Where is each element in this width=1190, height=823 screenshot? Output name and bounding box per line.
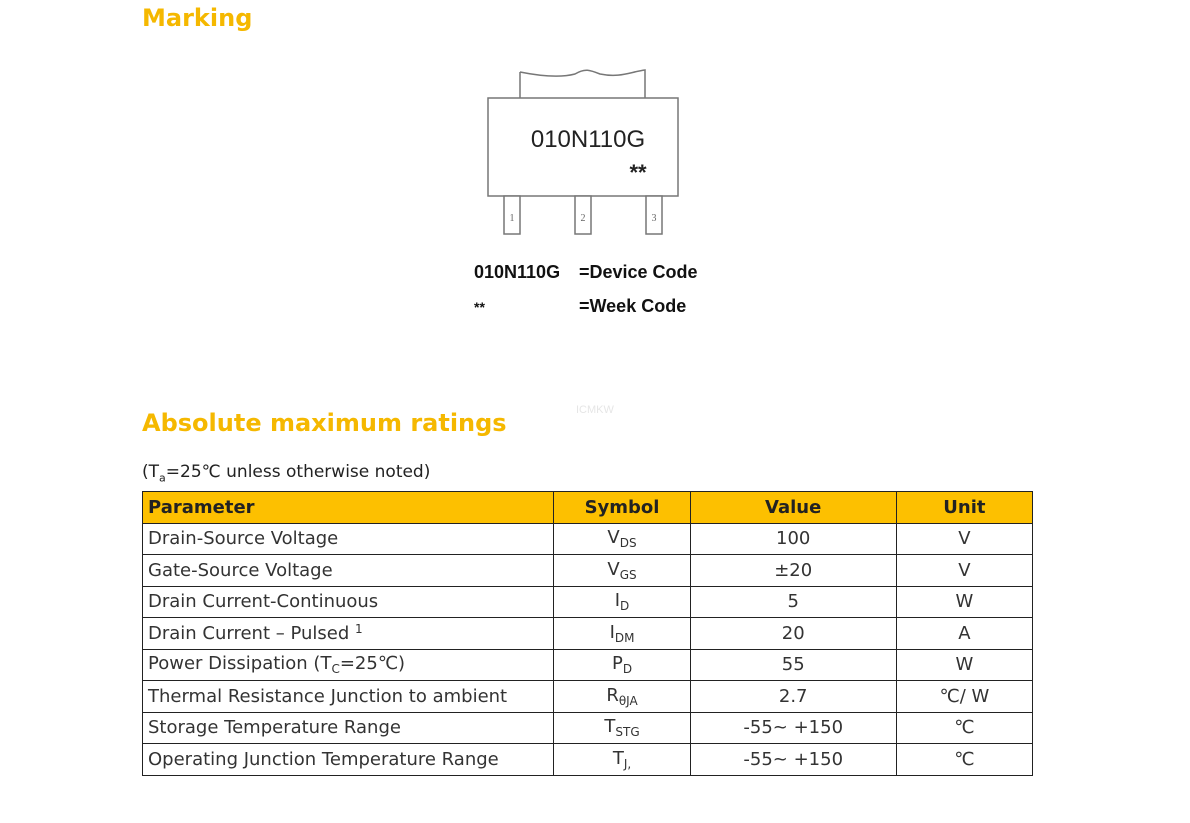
package-tab-outline [520,70,645,100]
cell-value: -55~ +150 [690,744,896,776]
watermark: ICMKW [576,404,614,416]
section-title-absolute-max-ratings: Absolute maximum ratings [142,409,507,437]
cell-value: 2.7 [690,681,896,713]
cell-symbol: $V_{DS}$ [554,523,690,555]
cell-value: 100 [690,523,896,555]
section-title-marking: Marking [142,4,253,32]
cell-value: -55~ +150 [690,712,896,744]
cell-value: 5 [690,586,896,618]
cell-parameter: Drain Current-Continuous [143,586,554,618]
table-row [143,681,1033,713]
cell-unit: V [896,555,1032,587]
pin-3-label: 3 [651,213,657,224]
header-unit: Unit [896,492,1032,524]
pin-2-label: 2 [580,213,586,224]
cell-symbol: $T_{J,}$ [554,744,690,776]
table-row [143,586,1033,618]
legend-meaning: =Device Code [579,262,698,282]
cell-unit: V [896,523,1032,555]
cell-unit: W [896,649,1032,681]
package-marking-diagram [470,62,710,252]
table-row [143,712,1033,744]
cell-parameter: Drain-Source Voltage [143,523,554,555]
cell-unit: ℃/ W [896,681,1032,713]
condition-note: ($T_a=25℃$ unless otherwise noted) [142,462,431,485]
cell-symbol: $I_{DM}$ [554,618,690,650]
pin-1-label: 1 [509,213,515,224]
table-row [143,523,1033,555]
header-parameter: Parameter [143,492,554,524]
header-value: Value [690,492,896,524]
cell-value: 55 [690,649,896,681]
legend-row-week-code [474,296,686,317]
device-code-mark: 010N110G [530,126,646,153]
cell-unit: ℃ [896,712,1032,744]
cell-unit: W [896,586,1032,618]
cell-parameter: Power Dissipation $(T_C=25℃)$ [143,649,554,681]
cell-symbol: $T_{STG}$ [554,712,690,744]
cell-symbol: $I_D$ [554,586,690,618]
cell-parameter: Storage Temperature Range [143,712,554,744]
cell-symbol: $R_{\theta JA}$ [554,681,690,713]
legend-code: 010N110G [474,262,561,282]
table-header-row [143,492,1033,524]
cell-symbol: $P_D$ [554,649,690,681]
cell-unit: A [896,618,1032,650]
week-code-mark: ** [629,160,647,185]
cell-parameter: Operating Junction Temperature Range [143,744,554,776]
table-row [143,744,1033,776]
table-row [143,618,1033,650]
table-row [143,555,1033,587]
cell-value: 20 [690,618,896,650]
legend-code: ** [474,299,485,315]
cell-parameter: Gate-Source Voltage [143,555,554,587]
cell-symbol: $V_{GS}$ [554,555,690,587]
header-symbol: Symbol [554,492,690,524]
cell-value: ±20 [690,555,896,587]
cell-unit: ℃ [896,744,1032,776]
cell-parameter: Thermal Resistance Junction to ambient [143,681,554,713]
legend-meaning: =Week Code [579,296,687,316]
legend-row-device-code [474,262,698,283]
table-row [143,649,1033,681]
cell-parameter: Drain Current – Pulsed $^1$ [143,618,554,650]
absolute-max-ratings-table [142,491,1033,776]
